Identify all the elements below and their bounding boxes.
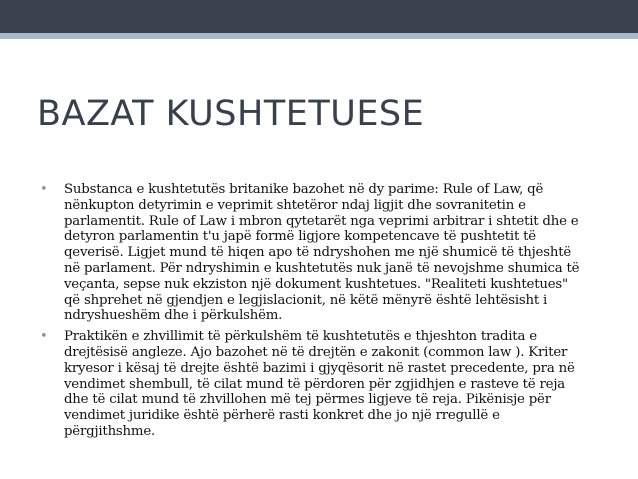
bullet-icon: • <box>40 182 48 197</box>
bullet-text: Praktikën e zhvillimit të përkulshëm të kushtetutës e thjeshton tradita e drejtësisë angleze. Ajo bazohet në të drejtën e zakonit (common law ). Kriter kryesor i kësaj të drejte është bazimi i gjyqësorit në rastet precedente, pra në vendimet shembull, të cilat mund të përdoren për zgjidhjen e rasteve të reja dhe të cilat mund të zhvillohen më tej përmes ligjeve të reja. Pikënisje për vendimet juridike është përherë rasti konkret dhe jo një rregullë e përgjithshme. <box>64 329 575 439</box>
bullet-icon: • <box>40 329 48 345</box>
header-bar <box>0 0 638 33</box>
slide-body <box>40 182 580 440</box>
bullet-item <box>40 182 580 324</box>
bullet-text: Substanca e kushtetutës britanike bazohet në dy parime: Rule of Law, që nënkupton detyrimin e veprimit shtetëror ndaj ligjit dhe sovranitetin e parlamentit. Rule of Law i mbron qytetarët nga veprimi arbitrar i shtetit dhe e detyron parlamentin t'u japë formë ligjore kompetencave të pushtetit të qeverisë. Ligjet mund të hiqen apo të ndryshohen me një shumicë të thjeshtë në parlament. Për ndryshimin e kushtetutës nuk janë të nevojshme shumica të veçanta, sepse nuk ekziston një dokument kushtetues. "Realiteti kushtetues" që shprehet në gjendjen e legjislacionit, në këtë mënyrë është lehtësisht i ndryshueshëm dhe i përkulshëm. <box>64 182 580 324</box>
bullet-item <box>40 329 580 440</box>
slide-title: BAZAT KUSHTETUESE <box>37 94 425 134</box>
header-accent-stripe <box>0 33 638 39</box>
